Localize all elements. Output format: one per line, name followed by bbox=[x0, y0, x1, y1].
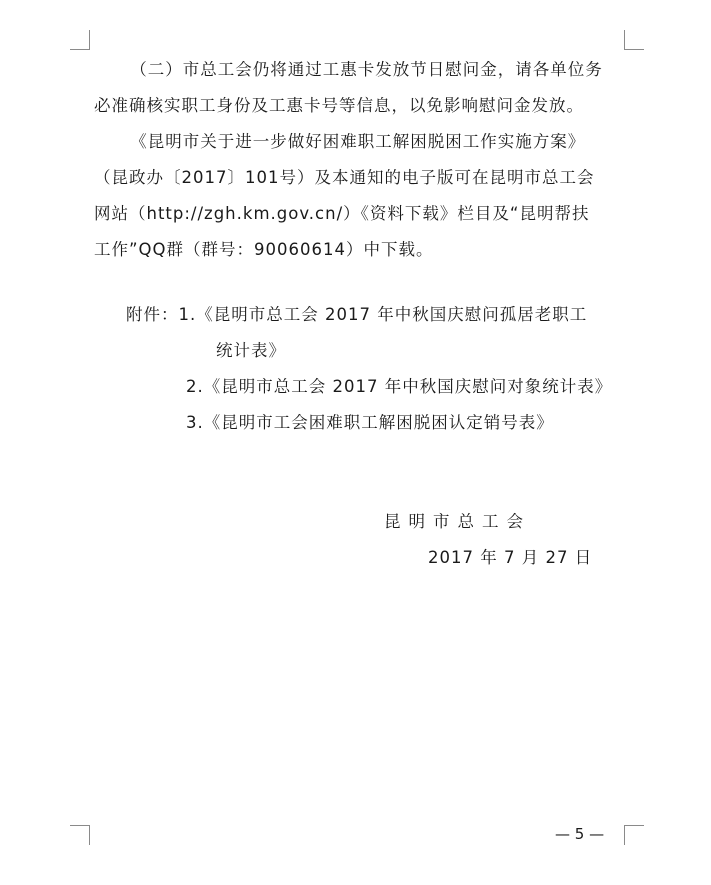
attachments-label: 附件： bbox=[126, 305, 179, 324]
crop-mark-bottom-left bbox=[70, 825, 90, 845]
signature-organization: 昆明市总工会 bbox=[384, 512, 531, 531]
page-number: — 5 — bbox=[555, 825, 605, 843]
paragraph-download-info bbox=[94, 124, 634, 268]
attachment-number: 3. bbox=[186, 413, 204, 432]
paragraph-notice-item-2 bbox=[94, 52, 634, 124]
body-text bbox=[94, 52, 634, 268]
crop-mark-top-left bbox=[70, 30, 90, 50]
attachment-number: 1. bbox=[178, 305, 197, 324]
paragraph-line: （昆政办〔2017〕101号）及本通知的电子版可在昆明市总工会 bbox=[94, 168, 595, 187]
attachment-title: 《昆明市总工会 2017 年中秋国庆慰问对象统计表》 bbox=[203, 377, 613, 396]
attachment-item bbox=[126, 369, 636, 405]
paragraph-line: 必准确核实职工身份及工惠卡号等信息，以免影响慰问金发放。 bbox=[94, 96, 584, 115]
paragraph-line: 《昆明市关于进一步做好困难职工解困脱困工作实施方案》 bbox=[130, 132, 586, 151]
attachment-title: 《昆明市工会困难职工解困脱困认定销号表》 bbox=[203, 413, 554, 432]
attachment-title: 《昆明市总工会 2017 年中秋国庆慰问孤居老职工 bbox=[196, 305, 588, 324]
signature-date: 2017 年 7 月 27 日 bbox=[428, 548, 593, 567]
attachments-list bbox=[126, 297, 636, 441]
attachment-item bbox=[126, 297, 636, 333]
attachment-title-continuation: 统计表》 bbox=[216, 341, 286, 360]
paragraph-line: 网站（http://zgh.km.gov.cn/）《资料下载》栏目及“昆明帮扶 bbox=[94, 204, 590, 223]
paragraph-line: 工作”QQ群（群号：90060614）中下载。 bbox=[94, 240, 434, 259]
crop-mark-bottom-right bbox=[624, 825, 644, 845]
attachment-item bbox=[126, 405, 636, 441]
crop-mark-top-right bbox=[624, 30, 644, 50]
attachment-number: 2. bbox=[186, 377, 204, 396]
attachment-item-continuation bbox=[126, 333, 636, 369]
paragraph-line: （二）市总工会仍将通过工惠卡发放节日慰问金，请各单位务 bbox=[130, 60, 603, 79]
